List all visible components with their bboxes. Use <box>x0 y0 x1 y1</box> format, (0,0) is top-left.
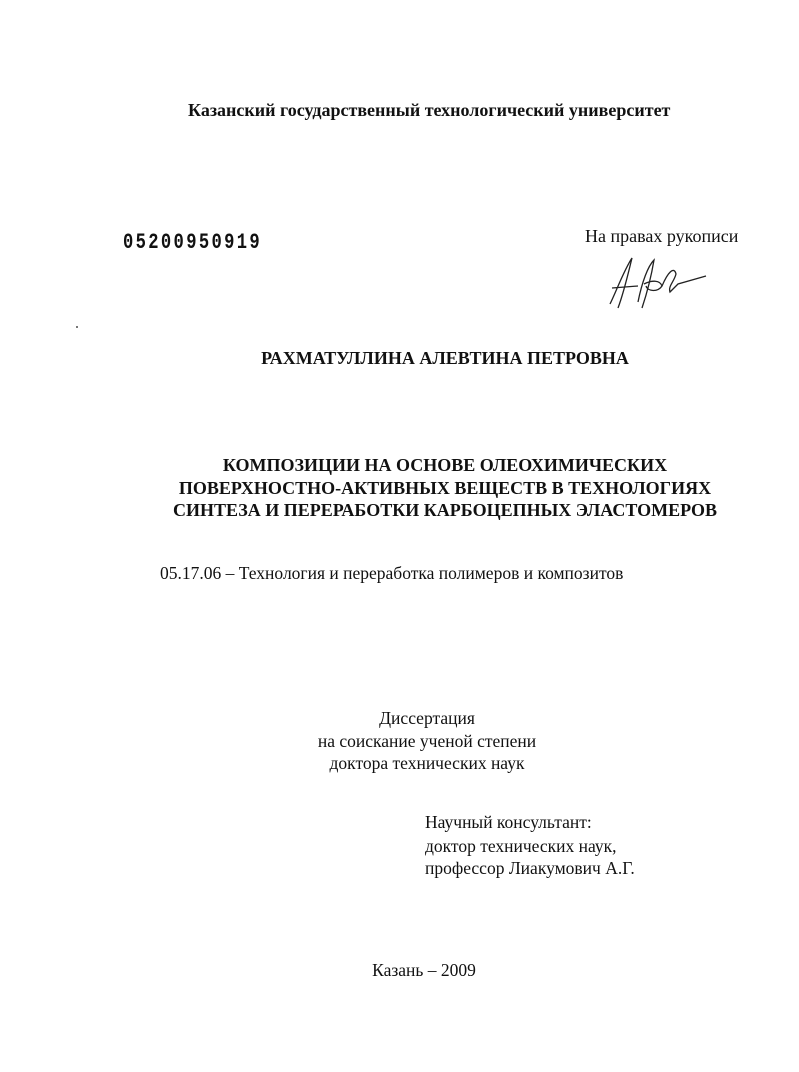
city-year: Казань – 2009 <box>372 960 476 980</box>
degree-line-1: Диссертация <box>379 708 475 728</box>
university-name: Казанский государственный технологический университет <box>188 100 671 120</box>
thesis-title-line-1: КОМПОЗИЦИИ НА ОСНОВЕ ОЛЕОХИМИЧЕСКИХ <box>222 455 668 475</box>
consultant-degree: доктор технических наук, <box>425 836 617 856</box>
manuscript-note: На правах рукописи <box>585 226 739 246</box>
thesis-title-line-2: ПОВЕРХНОСТНО-АКТИВНЫХ ВЕЩЕСТВ В ТЕХНОЛОГИЯХ <box>178 478 712 498</box>
thesis-title-line-3: СИНТЕЗА И ПЕРЕРАБОТКИ КАРБОЦЕПНЫХ ЭЛАСТОМЕРОВ <box>172 500 718 520</box>
degree-line-2: на соискание ученой степени <box>317 731 537 751</box>
author-name: РАХМАТУЛЛИНА АЛЕВТИНА ПЕТРОВНА <box>261 348 629 368</box>
signature <box>598 252 710 312</box>
scan-speck <box>76 326 78 328</box>
consultant-label: Научный консультант: <box>425 812 592 832</box>
degree-line-3: доктора технических наук <box>329 753 525 773</box>
consultant-name: профессор Лиакумович А.Г. <box>425 858 635 878</box>
registration-number: 05200950919 <box>123 230 263 255</box>
specialty-code: 05.17.06 – Технология и переработка полимеров и композитов <box>160 563 624 583</box>
